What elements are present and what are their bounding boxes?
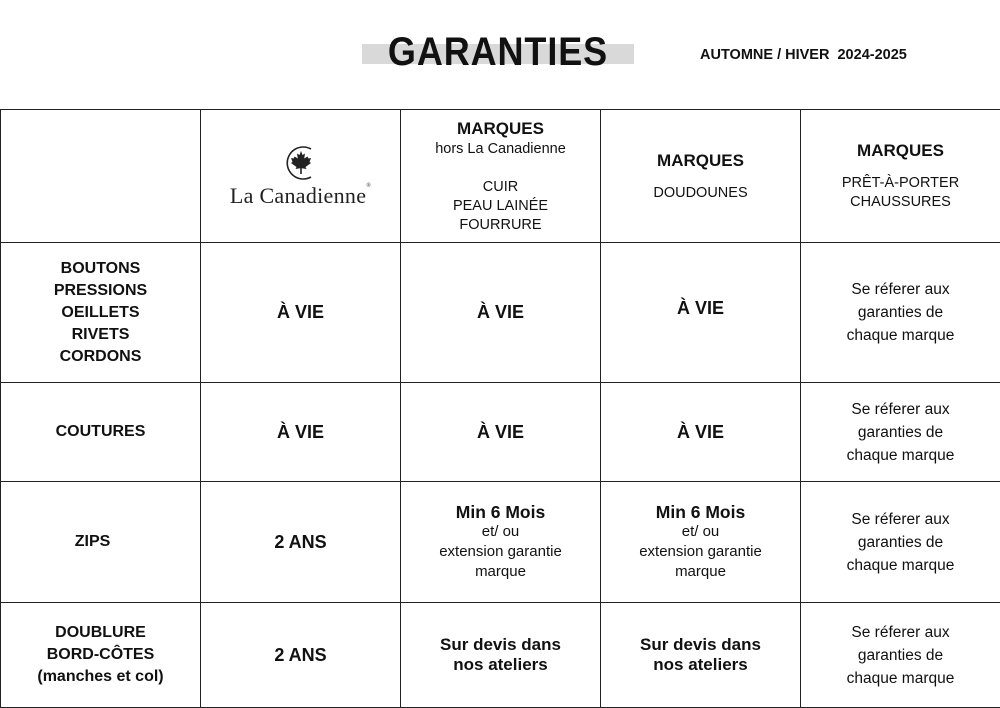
- table-cell: À VIE: [601, 243, 801, 383]
- la-canadienne-logo: [205, 143, 396, 209]
- table-row: [1, 243, 1000, 383]
- refer-cell: Se réferer aux garanties de chaque marque: [801, 243, 1000, 383]
- brand-logo-text: La Canadienne®: [230, 183, 371, 209]
- col4-line1: PRÊT-À-PORTER: [805, 174, 996, 193]
- col2-subtitle: hors La Canadienne: [405, 140, 596, 159]
- row-label-fasteners: BOUTONS PRESSIONS OEILLETS RIVETS CORDONS: [1, 243, 201, 383]
- row-label-seams: COUTURES: [1, 383, 201, 482]
- refer-cell: Se réferer aux garanties de chaque marque: [801, 482, 1000, 603]
- col3-subtitle: DOUDOUNES: [605, 184, 796, 203]
- refer-cell: Se réferer aux garanties de chaque marque: [801, 603, 1000, 708]
- maple-leaf-icon: [281, 143, 321, 183]
- table-cell: Min 6 Mois et/ ou extension garantie marque: [601, 482, 801, 603]
- col4-header-cell: [801, 110, 1000, 243]
- table-cell: À VIE: [401, 243, 601, 383]
- col3-title: MARQUES: [605, 150, 796, 172]
- table-cell: À VIE: [201, 243, 401, 383]
- table-cell: À VIE: [201, 383, 401, 482]
- table-cell: Sur devis dans nos ateliers: [601, 603, 801, 708]
- col2-header-cell: [401, 110, 601, 243]
- header-row: [1, 110, 1000, 243]
- season-label: AUTOMNE / HIVER 2024-2025: [700, 47, 907, 63]
- table-cell: Sur devis dans nos ateliers: [401, 603, 601, 708]
- brand-logo-cell: [201, 110, 401, 243]
- col2-title: MARQUES: [405, 118, 596, 140]
- refer-cell: Se réferer aux garanties de chaque marque: [801, 383, 1000, 482]
- table-cell: 2 ANS: [201, 482, 401, 603]
- table-cell: À VIE: [601, 383, 801, 482]
- col2-line1: CUIR: [405, 178, 596, 197]
- page-title: GARANTIES: [376, 28, 621, 76]
- row-label-zips: ZIPS: [1, 482, 201, 603]
- row-label-lining: DOUBLURE BORD-CÔTES (manches et col): [1, 603, 201, 708]
- table-cell: 2 ANS: [201, 603, 401, 708]
- table-row: [1, 383, 1000, 482]
- col4-title: MARQUES: [805, 140, 996, 162]
- empty-corner-cell: [1, 110, 201, 243]
- table-row: [1, 482, 1000, 603]
- warranty-table: [0, 109, 1000, 708]
- col4-line2: CHAUSSURES: [805, 193, 996, 212]
- col2-line3: FOURRURE: [405, 216, 596, 235]
- table-cell: Min 6 Mois et/ ou extension garantie marque: [401, 482, 601, 603]
- col3-header-cell: [601, 110, 801, 243]
- table-cell: À VIE: [401, 383, 601, 482]
- col2-line2: PEAU LAINÉE: [405, 197, 596, 216]
- table-row: [1, 603, 1000, 708]
